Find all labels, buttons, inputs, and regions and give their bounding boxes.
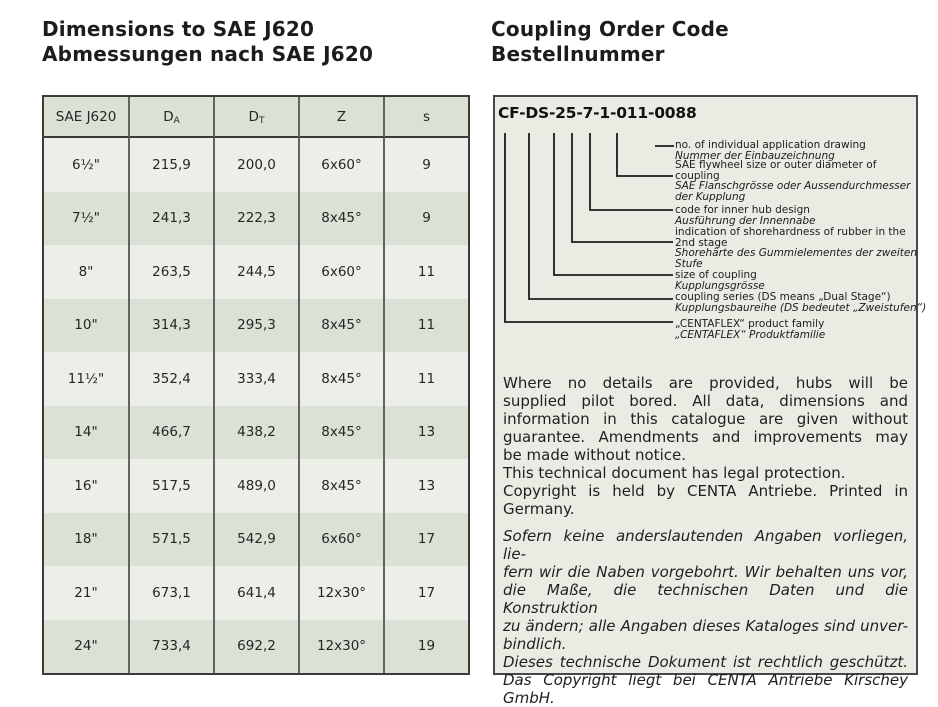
notes-english: [503, 374, 908, 518]
notes-german-line: bindlich.: [503, 635, 567, 653]
table-cell: 17: [385, 566, 468, 620]
table-cell: 438,2: [215, 406, 300, 460]
notes-english-line: guarantee. Amendments and improvements may: [503, 428, 908, 446]
order-code-label-3: [675, 205, 815, 226]
table-cell: 17: [385, 513, 468, 567]
notes-english-line: supplied pilot bored. All data, dimensions and: [503, 392, 908, 410]
notes-german-line: Sofern keine anderslautenden Angaben vorliegen, lie-: [503, 527, 908, 563]
order-code-label-2: [675, 160, 910, 202]
table-cell: 692,2: [215, 620, 300, 674]
notes-english-line: be made without notice.: [503, 446, 686, 464]
notes-english-line: Germany.: [503, 500, 575, 518]
table-cell: 352,4: [130, 352, 215, 406]
label-line-en: coupling: [675, 169, 720, 182]
notes-german-line: die Maße, die technischen Daten und die Konstruktion: [503, 581, 908, 617]
table-cell: 673,1: [130, 566, 215, 620]
table-cell: 11: [385, 299, 468, 353]
table-cell: 6x60°: [300, 513, 385, 567]
label-line-de: Stufe: [675, 257, 703, 270]
order-code-label-5: [675, 270, 765, 291]
table-cell: 9: [385, 192, 468, 246]
table-cell: 11: [385, 245, 468, 299]
notes-german-line: GmbH.: [503, 689, 555, 707]
table-cell: 19: [385, 620, 468, 674]
column-header-dt: D T: [215, 97, 300, 138]
right-title-de: Bestellnummer: [491, 42, 665, 66]
notes-english-line: Where no details are provided, hubs will be: [503, 374, 908, 392]
label-line-de: SAE Flanschgrösse oder Aussendurchmesser: [675, 180, 911, 193]
column-header-da: D A: [130, 97, 215, 138]
table-cell: 12x30°: [300, 620, 385, 674]
order-code-label-6: [675, 292, 926, 313]
table-cell: 12x30°: [300, 566, 385, 620]
table-cell: 215,9: [130, 138, 215, 192]
table-cell: 13: [385, 459, 468, 513]
column-header-s: s: [385, 97, 468, 138]
table-cell: 21": [44, 566, 130, 620]
order-code-label-1: [675, 140, 866, 161]
table-cell: 16": [44, 459, 130, 513]
order-code: CF-DS-25-7-1-011-0088: [498, 104, 697, 122]
table-cell: 263,5: [130, 245, 215, 299]
label-line-en: SAE flywheel size or outer diameter of: [675, 159, 877, 171]
table-cell: 244,5: [215, 245, 300, 299]
table-cell: 466,7: [130, 406, 215, 460]
label-line-de: Kupplungsbaureihe (DS bedeutet „Zweistufen“): [675, 301, 927, 314]
notes-german: [503, 527, 908, 707]
table-cell: 314,3: [130, 299, 215, 353]
table-cell: 222,3: [215, 192, 300, 246]
table-cell: 6½": [44, 138, 130, 192]
column-header-sae-j620: SAE J620: [44, 97, 130, 138]
table-cell: 517,5: [130, 459, 215, 513]
right-page-title: [491, 17, 729, 67]
table-cell: 6x60°: [300, 138, 385, 192]
label-line-de: Kupplungsgrösse: [675, 279, 765, 292]
label-line-de: der Kupplung: [675, 190, 746, 203]
left-page-title: [42, 17, 373, 67]
label-line-en: 2nd stage: [675, 236, 728, 249]
table-cell: 7½": [44, 192, 130, 246]
left-title-de: Abmessungen nach SAE J620: [42, 42, 374, 66]
table-cell: 8x45°: [300, 192, 385, 246]
notes-german-line: fern wir die Naben vorgebohrt. Wir behalten uns vor,: [503, 563, 908, 581]
label-line-en: indication of shorehardness of rubber in the: [675, 226, 906, 238]
label-line-en: „CENTAFLEX“ product family: [675, 318, 825, 330]
table-cell: 333,4: [215, 352, 300, 406]
table-cell: 8x45°: [300, 406, 385, 460]
table-cell: 11: [385, 352, 468, 406]
order-code-label-7: [675, 319, 825, 340]
label-line-de: Ausführung der Innennabe: [675, 214, 816, 227]
column-header-subscript: T: [258, 115, 265, 126]
notes-german-line: Dieses technische Dokument ist rechtlich geschützt.: [503, 653, 908, 671]
right-title-en: Coupling Order Code: [491, 17, 729, 41]
notes-english-line: Copyright is held by CENTA Antriebe. Printed in: [503, 482, 908, 500]
table-cell: 10": [44, 299, 130, 353]
table-cell: 8x45°: [300, 459, 385, 513]
table-cell: 14": [44, 406, 130, 460]
label-line-de: „CENTAFLEX“ Produktfamilie: [675, 328, 826, 341]
label-line-en: no. of individual application drawing: [675, 139, 866, 151]
table-cell: 489,0: [215, 459, 300, 513]
label-line-de: Shorehärte des Gummielementes der zweiten: [675, 247, 917, 260]
table-cell: 295,3: [215, 299, 300, 353]
table-cell: 571,5: [130, 513, 215, 567]
notes-german-line: zu ändern; alle Angaben dieses Kataloges sind unver-: [503, 617, 908, 635]
notes-german-line: Das Copyright liegt bei CENTA Antriebe Kirschey: [503, 671, 908, 689]
table-cell: 241,3: [130, 192, 215, 246]
order-code-label-4: [675, 227, 917, 269]
column-header-z: Z: [300, 97, 385, 138]
table-cell: 13: [385, 406, 468, 460]
order-code-box: [493, 95, 927, 707]
label-line-en: size of coupling: [675, 269, 757, 281]
table-cell: 641,4: [215, 566, 300, 620]
table-cell: 9: [385, 138, 468, 192]
label-line-en: code for inner hub design: [675, 204, 810, 216]
table-cell: 11½": [44, 352, 130, 406]
table-cell: 542,9: [215, 513, 300, 567]
table-cell: 8": [44, 245, 130, 299]
table-cell: 200,0: [215, 138, 300, 192]
table-cell: 733,4: [130, 620, 215, 674]
table-cell: 8x45°: [300, 299, 385, 353]
column-header-subscript: A: [173, 115, 180, 126]
table-cell: 24": [44, 620, 130, 674]
table-cell: 6x60°: [300, 245, 385, 299]
left-title-en: Dimensions to SAE J620: [42, 17, 315, 41]
table-cell: 8x45°: [300, 352, 385, 406]
sae-j620-dimensions-table: [42, 95, 470, 675]
label-line-en: coupling series (DS means „Dual Stage“): [675, 291, 891, 303]
notes-english-line: This technical document has legal protection.: [503, 464, 846, 482]
table-cell: 18": [44, 513, 130, 567]
notes-english-line: information in this catalogue are given without: [503, 410, 908, 428]
label-line-de: Nummer der Einbauzeichnung: [675, 149, 835, 162]
